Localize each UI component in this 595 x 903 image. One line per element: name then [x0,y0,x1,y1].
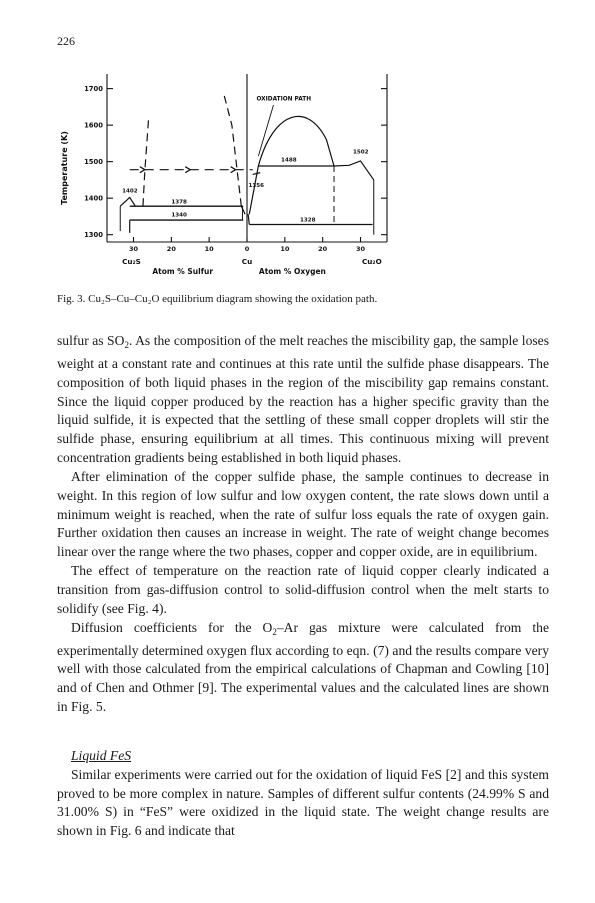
annotation-1378: 1378 [171,199,187,206]
body-text [57,332,549,841]
paragraph-1-text-cont: . As the composition of the melt reaches the miscibility gap, the sample loses weight at a constant rate and continues at this rate until the sulfide phase disappears. The composition of both liquid phases in the region of the miscibility gap remains constant. Since the liquid copper produced by the reaction has a higher specific gravity than the liquid sulfide, it is expected that the settling of these small copper droplets will stir the sulfide phase, ensuring equilibrium at all times. This continuous mixing will prevent concentration gradients being established in both liquid phases. [57,333,549,466]
composition-label-cu2o: Cu₂O [362,257,382,266]
x-tick-label: 10 [204,245,214,253]
oxidation-path-arrow [231,167,236,173]
annotation-1356: 1356 [248,183,265,190]
composition-label-cu2s: Cu₂S [122,257,141,266]
paragraph-4-text-cont: –Ar gas mixture were calculated from the experimentally determined oxygen flux according to eqn. (7) and the results compare very well with those calculated from the empirical calculations of Chapman and Cowling [10] and of Chen and Othmer [9]. The experimental values and the calculated lines are shown in Fig. 5. [57,619,549,715]
cu2s-liquidus-peak [120,197,135,206]
x-axis-label-sulfur: Atom % Sulfur [152,267,214,276]
x-tick-label: 20 [166,245,176,253]
annotation-oxidation-path: OXIDATION PATH [256,96,312,103]
y-tick-label: 1400 [84,194,103,203]
section-heading: Liquid FeS [71,747,132,763]
cu-liquidus-left [241,206,245,214]
annotation-1502: 1502 [352,149,369,156]
paragraph-1 [57,332,549,468]
phase-diagram-chart [55,72,400,304]
page-number: 226 [57,34,75,48]
phase-diagram-figure [55,72,400,304]
paragraph-5: Similar experiments were carried out for the oxidation of liquid FeS [2] and this system proved to be more complex in nature. Samples of different sulfur contents (24.99% S and 31.00% S) in “FeS” were oxidized in the liquid state. The weight change results are shown in Fig. 6 and indicate that [57,766,549,839]
miscibility-gap-left [143,118,149,206]
x-tick-label: 0 [244,245,250,253]
oxidation-path-arrow [140,167,145,173]
x-tick-label: 20 [318,245,328,253]
paragraph-3: The effect of temperature on the reaction rate of liquid copper clearly indicated a transition from gas-diffusion control to solid-diffusion control when the melt starts to solidify (see Fig. 4). [57,563,549,616]
paragraph-4 [57,619,549,717]
annotation-1488: 1488 [281,157,297,164]
oxidation-path-arrow [185,167,190,173]
y-tick-label: 1300 [84,231,103,240]
annotation-1328: 1328 [299,217,316,224]
annotation-1340: 1340 [171,212,187,219]
figure-caption: Fig. 3. Cu₂S–Cu–Cu₂O equilibrium diagram showing the oxidation path. [57,293,378,305]
y-axis-label: Temperature (K) [60,131,69,205]
y-tick-label: 1700 [84,85,103,94]
oxidation-path-pointer [258,105,273,156]
paragraph-2: After elimination of the copper sulfide phase, the sample continues to decrease in weight. In this region of low sulfur and low oxygen content, the rate slows down until a minimum weight is reached, when the rate of sulfur loss equals the rate of oxygen gain. Further oxidation then causes an increase in weight. The rate of weight change becomes linear over the range where the two phases, copper and copper oxide, are in equilibrium. [57,468,549,560]
x-tick-label: 30 [128,245,139,253]
x-axis-label-oxygen: Atom % Oxygen [258,267,326,276]
y-tick-label: 1600 [84,121,103,130]
cu-cu2o-miscibility-dome [249,116,334,214]
subscript: 2 [124,340,129,350]
miscibility-gap-right [224,96,241,206]
cu2o-liquidus [334,161,374,180]
x-tick-label: 10 [280,245,290,253]
paragraph-4-text: Diffusion coefficients for the O [71,619,273,635]
y-tick-label: 1500 [84,158,103,167]
annotation-1402: 1402 [122,188,138,195]
subscript: 2 [272,626,277,637]
x-tick-label: 30 [355,245,366,253]
paragraph-1-text: sulfur as SO [57,333,125,348]
composition-label-cu: Cu [241,257,253,266]
cu-liquidus-right [248,214,249,224]
